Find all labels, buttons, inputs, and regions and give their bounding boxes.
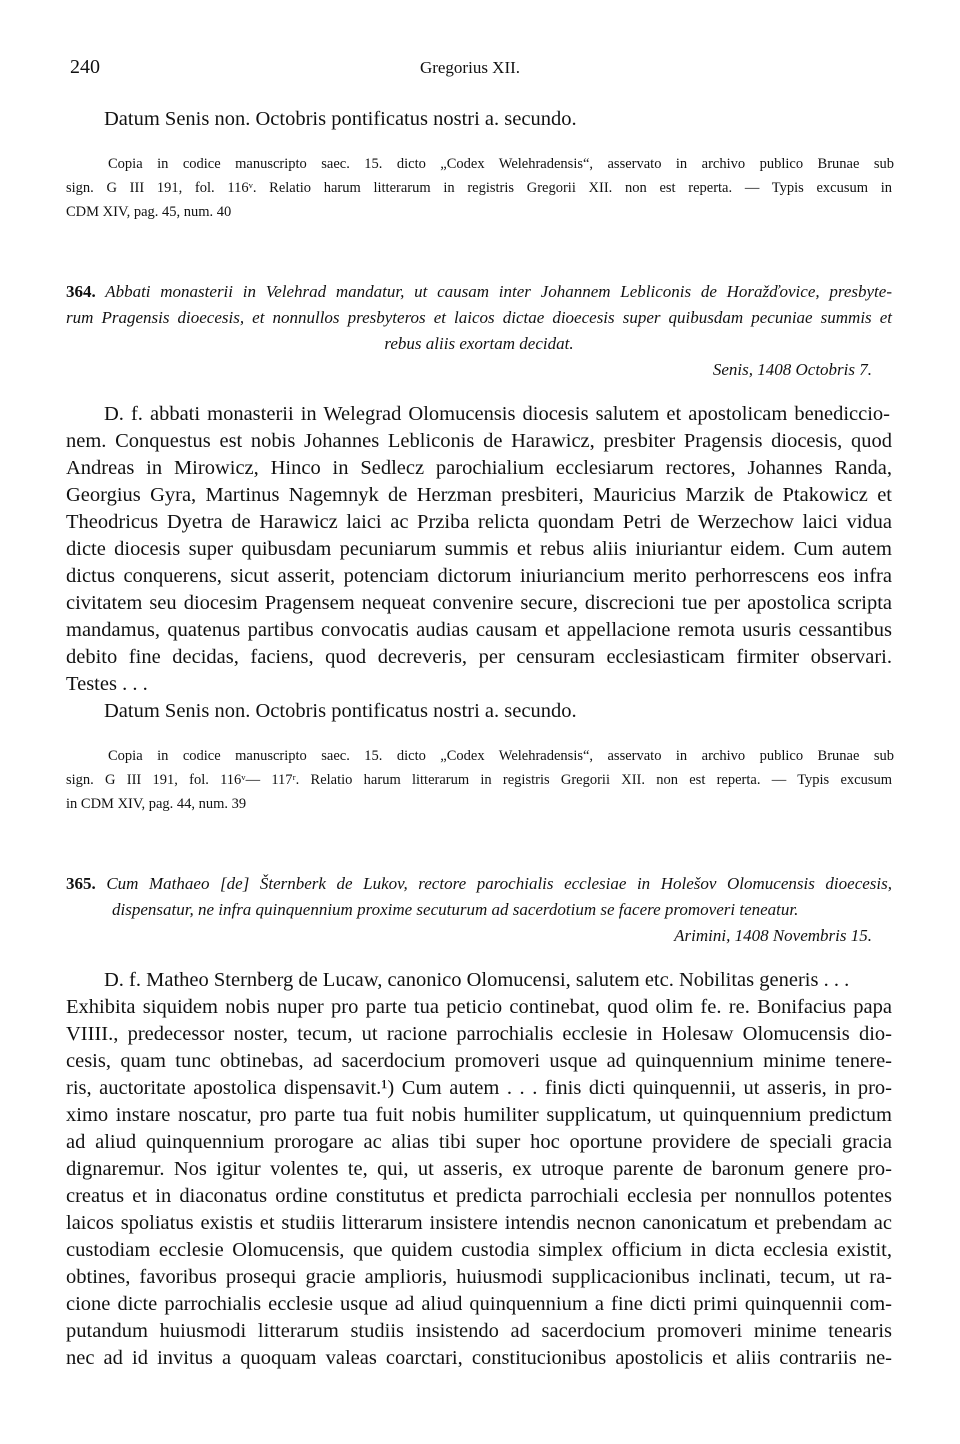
- page-header: [70, 56, 870, 82]
- regest-line: Abbati monasterii in Velehrad mandatur, ut causam inter Johannem Lebliconis de Horažďovice, presbyte-: [105, 282, 892, 301]
- regest-line: dispensatur, ne infra quinquennium proxime secuturum ad sacerdotium se facere promoveri teneatur.: [112, 900, 799, 919]
- text-line: cesis, quam tunc obtinebas, ad sacerdocium promoveri usque ad quinquennium minime tenere-: [66, 1050, 892, 1072]
- entry-number: 365.: [66, 874, 96, 893]
- source-note-line: in CDM XIV, pag. 44, num. 39: [66, 796, 247, 812]
- text-line: laicos spoliatus existis et studiis litterarum insistere intendis necnon canonicatum et prebendam ac: [66, 1212, 892, 1234]
- text-line: creatus et in diaconatus ordine constitutus et predicta parrochiali ecclesia per nonnullos potentes: [66, 1185, 892, 1207]
- text-line: VIIII., predecessor noster, tecum, ut racione parrochialis ecclesie in Holesaw Olomucensis dio-: [66, 1023, 892, 1045]
- text-line: mandamus, quatenus partibus convocatis audias causam et appellacione remota usuris cessantibus: [66, 619, 892, 641]
- text-line: D. f. abbati monasterii in Welegrad Olomucensis diocesis salutem et apostolicam benediccio-: [104, 403, 890, 425]
- text-line: obtines, favoribus prosequi gracie amplioris, huiusmodi supplicacionibus inclinati, tecum, ut ra-: [66, 1266, 892, 1288]
- text-line: nec ad id invitus a quoquam valeas coarctari, constitucionibus apostolicis et aliis contrariis ne-: [66, 1347, 892, 1369]
- text-line: dignaremur. Nos igitur volentes te, qui, ut asseris, ex utroque parente de baronum genere pro-: [66, 1158, 892, 1180]
- text-line: Exhibita siquidem nobis nuper pro parte tua peticio continebat, quod olim fe. re. Bonifacius papa: [66, 996, 892, 1018]
- text-line: dicte diocesis super quibusdam pecuniarum summis et rebus aliis iniuriantur eidem. Cum autem: [66, 538, 892, 560]
- running-title: Gregorius XII.: [419, 58, 521, 77]
- text-line: Georgius Gyra, Martinus Nagemnyk de Herzman presbiteri, Mauricius Marzik de Ptakowicz et: [66, 484, 892, 506]
- datum-line: Datum Senis non. Octobris pontificatus nostri a. secundo.: [104, 700, 577, 722]
- text-line: putandum huiusmodi litterarum studiis insistendo ad sacerdocium promoveri minime tenearis: [66, 1320, 892, 1342]
- text-line: D. f. Matheo Sternberg de Lucaw, canonico Olomucensi, salutem etc. Nobilitas generis . . .: [104, 969, 850, 991]
- source-note-line: sign. G III 191, fol. 116ᵛ— 117ʳ. Relatio harum litterarum in registris Gregorii XII. non est reperta. — Typis excusum: [66, 772, 892, 788]
- text-line: ris, auctoritate apostolica dispensavit.¹) Cum autem . . . finis dicti quinquennii, ut asseris, in pro-: [66, 1077, 892, 1099]
- page-number: 240: [70, 56, 100, 78]
- text-line: ximo instare noscatur, pro parte tua fuit nobis humiliter supplicatum, ut quinquennium predictum: [66, 1104, 892, 1126]
- charter-date: Arimini, 1408 Novembris 15.: [674, 926, 872, 945]
- text-line: civitatem seu diocesim Pragensem nequeat convenire secure, discrecioni tue per apostolica scripta: [66, 592, 892, 614]
- source-note-line: CDM XIV, pag. 45, num. 40: [66, 204, 232, 220]
- text-line: debito fine decidas, faciens, quod decreveris, per censuram ecclesiasticam firmiter observari.: [66, 646, 892, 668]
- regest-364: [66, 282, 892, 302]
- regest-line: rebus aliis exortam decidat.: [384, 334, 574, 353]
- datum-line: Datum Senis non. Octobris pontificatus nostri a. secundo.: [104, 108, 577, 130]
- source-note-line: sign. G III 191, fol. 116ᵛ. Relatio harum litterarum in registris Gregorii XII. non est reperta. — Typis excusum in: [66, 180, 892, 196]
- text-line: cione dicte parrochialis ecclesie usque ad aliud quinquennium a fine dicti primi quinquennii com-: [66, 1293, 892, 1315]
- text-line: dictus conquerens, sicut asserit, potenciam dictorum iniuriancium merito perhorrescens eos infra: [66, 565, 892, 587]
- text-line: ad aliud quinquennium prorogare ac alias tibi super hoc oportune providere de speciali gracia: [66, 1131, 892, 1153]
- source-note-line: Copia in codice manuscripto saec. 15. dicto „Codex Welehradensis“, asservato in archivo publico Brunae sub: [108, 156, 894, 172]
- text-line: custodiam ecclesie Olomucensis, que quidem custodia simplex officium in dicta ecclesia existit,: [66, 1239, 892, 1261]
- regest-365: [66, 874, 892, 894]
- entry-number: 364.: [66, 282, 96, 301]
- text-line: Theodricus Dyetra de Harawicz laici ac Prziba relicta quondam Petri de Werzechow laici vidua: [66, 511, 892, 533]
- regest-line: rum Pragensis dioecesis, et nonnullos presbyteros et laicos dictae dioecesis super quibusdam pecuniae summis et: [66, 308, 892, 327]
- charter-date: Senis, 1408 Octobris 7.: [712, 360, 872, 379]
- source-note-line: Copia in codice manuscripto saec. 15. dicto „Codex Welehradensis“, asservato in archivo publico Brunae sub: [108, 748, 894, 764]
- text-line: Andreas in Mirowicz, Hinco in Sedlecz parochialium ecclesiarum rectores, Johannes Randa,: [66, 457, 892, 479]
- text-line: nem. Conquestus est nobis Johannes Lebliconis de Harawicz, presbiter Pragensis diocesis, quod: [66, 430, 892, 452]
- text-line: Testes . . .: [66, 673, 148, 695]
- regest-line: Cum Mathaeo [de] Šternberk de Lukov, rectore parochialis ecclesiae in Holešov Olomucensis dioecesis,: [106, 874, 892, 893]
